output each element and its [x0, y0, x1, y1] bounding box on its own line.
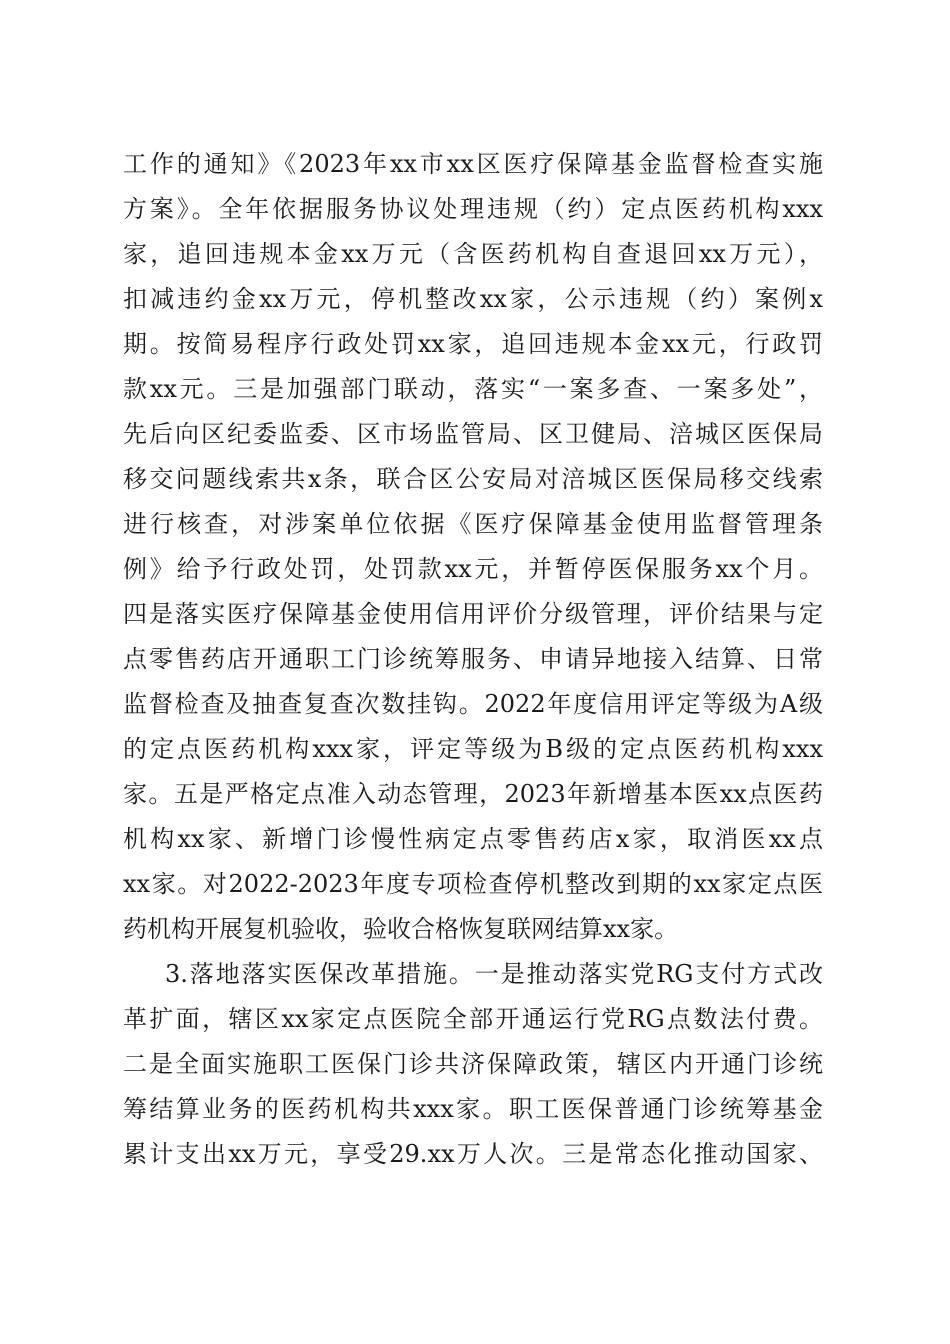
text-line: 革扩面，辖区xx家定点医院全部开通运行党RG点数法付费。	[123, 1005, 823, 1033]
paragraph-reform-measures	[123, 952, 823, 1177]
paragraph-fund-supervision	[123, 142, 823, 952]
text-line: 家，追回违规本金xx万元（含医药机构自查退回xx万元），	[123, 240, 823, 268]
document-body	[123, 142, 823, 1177]
text-line: 筹结算业务的医药机构共xxx家。职工医保普通门诊统筹基金	[123, 1095, 823, 1123]
text-line: 家。五是严格定点准入动态管理，2023年新增基本医xx点医药	[123, 780, 823, 808]
text-line: xx家。对2022-2023年度专项检查停机整改到期的xx家定点医	[123, 870, 823, 898]
text-line: 点零售药店开通职工门诊统筹服务、申请异地接入结算、日常	[123, 645, 823, 673]
text-line: 先后向区纪委监委、区市场监管局、区卫健局、涪城区医保局	[123, 420, 823, 448]
text-line: 例》给予行政处罚，处罚款xx元，并暂停医保服务xx个月。	[123, 555, 823, 583]
text-line: 监督检查及抽查复查次数挂钩。2022年度信用评定等级为A级	[123, 690, 823, 718]
text-line: 进行核查，对涉案单位依据《医疗保障基金使用监督管理条	[123, 510, 823, 538]
text-line: 累计支出xx万元，享受29.xx万人次。三是常态化推动国家、	[123, 1140, 823, 1168]
text-line: 机构xx家、新增门诊慢性病定点零售药店x家，取消医xx点	[123, 825, 823, 853]
text-line: 工作的通知》《2023年xx市xx区医疗保障基金监督检查实施	[123, 150, 823, 178]
text-line: 款xx元。三是加强部门联动，落实“一案多查、一案多处”，	[123, 375, 823, 403]
text-line: 扣减违约金xx万元，停机整改xx家，公示违规（约）案例x	[123, 285, 823, 313]
text-line: 方案》。全年依据服务协议处理违规（约）定点医药机构xxx	[123, 195, 823, 223]
text-line: 四是落实医疗保障基金使用信用评价分级管理，评价结果与定	[123, 600, 823, 628]
text-line: 药机构开展复机验收，验收合格恢复联网结算xx家。	[123, 915, 679, 943]
text-line: 的定点医药机构xxx家，评定等级为B级的定点医药机构xxx	[123, 735, 823, 763]
text-line: 移交问题线索共x条，联合区公安局对涪城区医保局移交线索	[123, 465, 823, 493]
section-heading-line: 3.落地落实医保改革措施。一是推动落实党RG支付方式改	[165, 960, 823, 988]
text-line: 期。按简易程序行政处罚xx家，追回违规本金xx元，行政罚	[123, 330, 823, 358]
text-line: 二是全面实施职工医保门诊共济保障政策，辖区内开通门诊统	[123, 1050, 823, 1078]
